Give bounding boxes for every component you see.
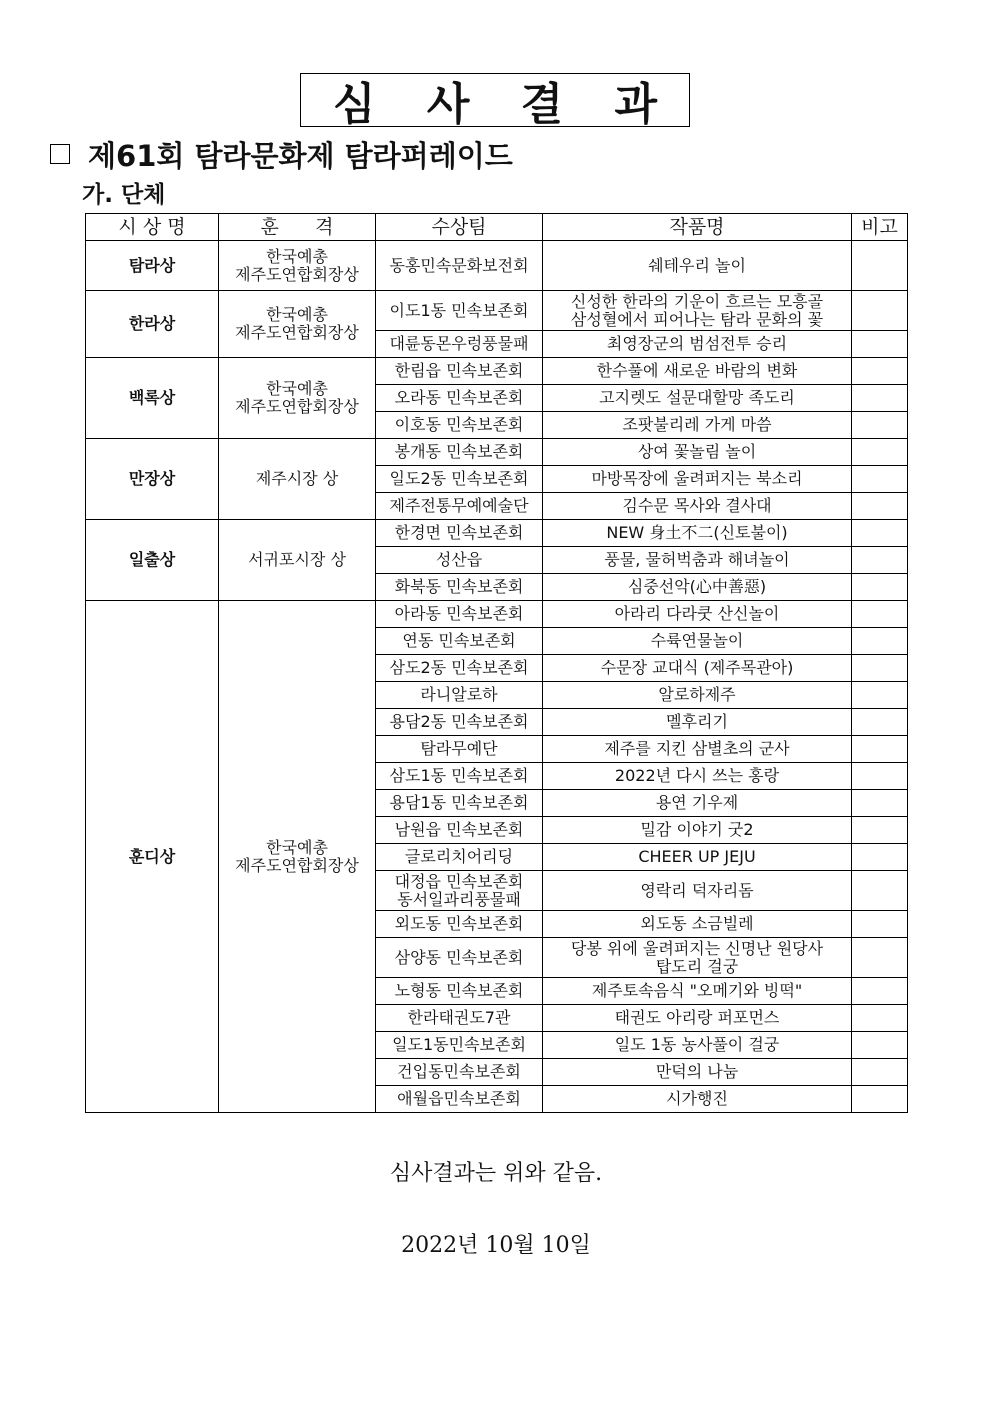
work-cell bbox=[543, 871, 852, 911]
work-cell bbox=[543, 628, 852, 655]
note-cell bbox=[852, 412, 908, 439]
work-cell bbox=[543, 331, 852, 358]
team-cell bbox=[376, 1005, 543, 1032]
team-cell bbox=[376, 574, 543, 601]
note-cell bbox=[852, 978, 908, 1005]
cell-line: 제주전통무예예술단 bbox=[389, 496, 529, 515]
work-cell bbox=[543, 817, 852, 844]
team-cell bbox=[376, 628, 543, 655]
note-cell bbox=[852, 871, 908, 911]
note-cell bbox=[852, 790, 908, 817]
team-cell bbox=[376, 466, 543, 493]
cell-line: 글로리치어리딩 bbox=[404, 847, 514, 866]
team-cell bbox=[376, 601, 543, 628]
team-cell bbox=[376, 412, 543, 439]
note-cell bbox=[852, 844, 908, 871]
work-cell bbox=[543, 1005, 852, 1032]
team-cell bbox=[376, 978, 543, 1005]
cell-line: 탐라무예단 bbox=[420, 739, 498, 758]
note-cell bbox=[852, 601, 908, 628]
section-heading bbox=[50, 134, 513, 174]
note-cell bbox=[852, 241, 908, 291]
table-body bbox=[86, 241, 908, 1113]
cell-line: 한국예총 bbox=[266, 305, 328, 324]
work-cell bbox=[543, 736, 852, 763]
team-cell bbox=[376, 682, 543, 709]
note-cell bbox=[852, 655, 908, 682]
team-cell bbox=[376, 844, 543, 871]
cell-line: 영락리 덕자리돔 bbox=[640, 880, 754, 900]
table-row bbox=[86, 241, 908, 291]
team-cell bbox=[376, 493, 543, 520]
cell-line: 김수문 목사와 결사대 bbox=[622, 496, 772, 515]
team-cell bbox=[376, 817, 543, 844]
note-cell bbox=[852, 817, 908, 844]
note-cell bbox=[852, 291, 908, 331]
cell-line: 만덕의 나눔 bbox=[655, 1062, 739, 1081]
team-cell bbox=[376, 655, 543, 682]
cell-line: 한국예총 bbox=[266, 379, 328, 398]
cell-line: 용담1동 민속보존회 bbox=[389, 793, 529, 812]
cell-line: 삼양동 민속보존회 bbox=[394, 947, 524, 967]
note-cell bbox=[852, 493, 908, 520]
cell-line: 태권도 아리랑 퍼포먼스 bbox=[614, 1008, 780, 1027]
note-cell bbox=[852, 628, 908, 655]
cell-line: 밀감 이야기 굿2 bbox=[640, 820, 754, 839]
cell-line: 서귀포시장 상 bbox=[248, 550, 346, 569]
cell-line: 라니알로하 bbox=[420, 685, 498, 704]
cell-line: 신성한 한라의 기운이 흐르는 모흥골 bbox=[570, 291, 824, 311]
cell-line: 쉐테우리 놀이 bbox=[648, 255, 746, 275]
note-cell bbox=[852, 358, 908, 385]
cell-line: 마방목장에 울려퍼지는 북소리 bbox=[591, 469, 803, 488]
cell-line: 외도동 민속보존회 bbox=[394, 914, 524, 933]
work-cell bbox=[543, 466, 852, 493]
header-honor: 훈 격 bbox=[219, 214, 376, 241]
note-cell bbox=[852, 520, 908, 547]
team-cell bbox=[376, 911, 543, 938]
work-cell bbox=[543, 709, 852, 736]
header-work: 작품명 bbox=[543, 214, 852, 241]
cell-line: 상여 꽃놀림 놀이 bbox=[637, 442, 757, 461]
work-cell bbox=[543, 844, 852, 871]
team-cell bbox=[376, 871, 543, 911]
cell-line: 건입동민속보존회 bbox=[397, 1062, 521, 1081]
cell-line: 오라동 민속보존회 bbox=[394, 388, 524, 407]
subsection-heading: 가. 단체 bbox=[82, 182, 166, 208]
team-cell bbox=[376, 358, 543, 385]
cell-line: 제주도연합회장상 bbox=[235, 264, 359, 284]
note-cell bbox=[852, 1086, 908, 1113]
note-cell bbox=[852, 331, 908, 358]
note-cell bbox=[852, 1005, 908, 1032]
cell-line: 시가행진 bbox=[666, 1089, 728, 1108]
cell-line: 이호동 민속보존회 bbox=[394, 415, 524, 434]
work-cell bbox=[543, 978, 852, 1005]
cell-line: 동홍민속문화보전회 bbox=[389, 255, 529, 275]
cell-line: 한국예총 bbox=[266, 246, 328, 266]
team-cell bbox=[376, 938, 543, 978]
cell-line: 제주시장 상 bbox=[255, 469, 339, 488]
work-cell bbox=[543, 601, 852, 628]
cell-line: CHEER UP JEJU bbox=[638, 847, 756, 866]
work-cell bbox=[543, 1086, 852, 1113]
cell-line: 심중선악(心中善惡) bbox=[627, 577, 767, 596]
work-cell bbox=[543, 763, 852, 790]
table-row bbox=[86, 439, 908, 466]
work-cell bbox=[543, 911, 852, 938]
note-cell bbox=[852, 574, 908, 601]
team-cell bbox=[376, 291, 543, 331]
note-cell bbox=[852, 709, 908, 736]
team-cell bbox=[376, 736, 543, 763]
cell-line: 수륙연물놀이 bbox=[650, 631, 744, 650]
note-cell bbox=[852, 911, 908, 938]
honor-cell bbox=[219, 241, 376, 291]
note-cell bbox=[852, 547, 908, 574]
cell-line: 대륜동몬우렁풍물패 bbox=[389, 334, 529, 353]
cell-line: 한수풀에 새로운 바람의 변화 bbox=[596, 361, 798, 380]
cell-line: NEW 身土不二(신토불이) bbox=[606, 523, 788, 542]
award-name-cell: 일출상 bbox=[86, 520, 219, 601]
award-name-cell: 훈디상 bbox=[86, 601, 219, 1113]
result-date: 2022년 10월 10일 bbox=[401, 1233, 591, 1258]
result-statement: 심사결과는 위와 같음. bbox=[389, 1161, 603, 1186]
honor-cell bbox=[219, 601, 376, 1113]
cell-line: 삼성혈에서 피어나는 탐라 문화의 꽃 bbox=[570, 309, 824, 329]
team-cell bbox=[376, 1032, 543, 1059]
cell-line: 한경면 민속보존회 bbox=[394, 523, 524, 542]
cell-line: 용연 기우제 bbox=[655, 793, 739, 812]
results-table bbox=[85, 213, 908, 1113]
header-award: 시 상 명 bbox=[86, 214, 219, 241]
cell-line: 제주도연합회장상 bbox=[235, 397, 359, 416]
work-cell bbox=[543, 291, 852, 331]
header-note: 비고 bbox=[852, 214, 908, 241]
award-name-cell: 백록상 bbox=[86, 358, 219, 439]
team-cell bbox=[376, 547, 543, 574]
note-cell bbox=[852, 466, 908, 493]
cell-line: 봉개동 민속보존회 bbox=[394, 442, 524, 461]
work-cell bbox=[543, 682, 852, 709]
checkbox-icon bbox=[50, 144, 70, 164]
cell-line: 삼도2동 민속보존회 bbox=[389, 658, 529, 677]
note-cell bbox=[852, 938, 908, 978]
team-cell bbox=[376, 763, 543, 790]
honor-cell bbox=[219, 520, 376, 601]
work-cell bbox=[543, 439, 852, 466]
team-cell bbox=[376, 439, 543, 466]
table-row bbox=[86, 601, 908, 628]
cell-line: 일도2동 민속보존회 bbox=[389, 469, 529, 488]
work-cell bbox=[543, 655, 852, 682]
document-title: 심 사 결 과 bbox=[300, 73, 690, 127]
cell-line: 연동 민속보존회 bbox=[402, 631, 516, 650]
cell-line: 최영장군의 범섬전투 승리 bbox=[606, 334, 788, 353]
section-heading-text: 제61회 탐라문화제 탐라퍼레이드 bbox=[88, 138, 513, 173]
cell-line: 당봉 위에 울려퍼지는 신명난 원당사 bbox=[570, 938, 824, 958]
table-row bbox=[86, 358, 908, 385]
work-cell bbox=[543, 790, 852, 817]
team-cell bbox=[376, 331, 543, 358]
note-cell bbox=[852, 736, 908, 763]
cell-line: 일도1동민속보존회 bbox=[392, 1035, 526, 1054]
honor-cell bbox=[219, 291, 376, 358]
cell-line: 조팟불리레 가게 마씀 bbox=[622, 415, 772, 434]
work-cell bbox=[543, 493, 852, 520]
team-cell bbox=[376, 1086, 543, 1113]
cell-line: 풍물, 물허벅춤과 해녀놀이 bbox=[604, 550, 790, 569]
cell-line: 애월읍민속보존회 bbox=[397, 1089, 521, 1108]
work-cell bbox=[543, 547, 852, 574]
honor-cell bbox=[219, 358, 376, 439]
work-cell bbox=[543, 241, 852, 291]
cell-line: 고지렛도 설문대할망 족도리 bbox=[599, 388, 795, 407]
cell-line: 외도동 소금빌레 bbox=[640, 914, 754, 933]
note-cell bbox=[852, 385, 908, 412]
cell-line: 제주도연합회장상 bbox=[235, 323, 359, 342]
cell-line: 한국예총 bbox=[266, 837, 328, 857]
note-cell bbox=[852, 1032, 908, 1059]
cell-line: 남원읍 민속보존회 bbox=[394, 820, 524, 839]
cell-line: 일도 1동 농사풀이 걸궁 bbox=[614, 1035, 780, 1054]
note-cell bbox=[852, 682, 908, 709]
team-cell bbox=[376, 520, 543, 547]
cell-line: 2022년 다시 쓰는 홍랑 bbox=[614, 766, 780, 785]
work-cell bbox=[543, 574, 852, 601]
cell-line: 성산읍 bbox=[435, 550, 483, 569]
award-name-cell: 만장상 bbox=[86, 439, 219, 520]
award-name-cell: 한라상 bbox=[86, 291, 219, 358]
work-cell bbox=[543, 385, 852, 412]
table-row bbox=[86, 520, 908, 547]
work-cell bbox=[543, 938, 852, 978]
cell-line: 한림읍 민속보존회 bbox=[394, 361, 524, 380]
team-cell bbox=[376, 790, 543, 817]
team-cell bbox=[376, 1059, 543, 1086]
award-name-cell: 탐라상 bbox=[86, 241, 219, 291]
team-cell bbox=[376, 385, 543, 412]
cell-line: 동서일과리풍물패 bbox=[397, 889, 521, 909]
cell-line: 노형동 민속보존회 bbox=[394, 981, 524, 1000]
note-cell bbox=[852, 439, 908, 466]
cell-line: 이도1동 민속보존회 bbox=[389, 300, 529, 320]
cell-line: 알로하제주 bbox=[658, 685, 736, 704]
cell-line: 화북동 민속보존회 bbox=[394, 577, 524, 596]
cell-line: 제주토속음식 "오메기와 빙떡" bbox=[591, 981, 803, 1000]
cell-line: 삼도1동 민속보존회 bbox=[389, 766, 529, 785]
cell-line: 대정읍 민속보존회 bbox=[394, 871, 524, 891]
table-row bbox=[86, 291, 908, 331]
table-header-row bbox=[86, 214, 908, 241]
cell-line: 수문장 교대식 (제주목관아) bbox=[600, 658, 794, 677]
note-cell bbox=[852, 1059, 908, 1086]
honor-cell bbox=[219, 439, 376, 520]
cell-line: 탑도리 걸궁 bbox=[655, 956, 739, 976]
cell-line: 용담2동 민속보존회 bbox=[389, 712, 529, 731]
team-cell bbox=[376, 709, 543, 736]
cell-line: 아라동 민속보존회 bbox=[394, 604, 524, 623]
work-cell bbox=[543, 520, 852, 547]
work-cell bbox=[543, 412, 852, 439]
work-cell bbox=[543, 1032, 852, 1059]
work-cell bbox=[543, 1059, 852, 1086]
note-cell bbox=[852, 763, 908, 790]
cell-line: 제주도연합회장상 bbox=[235, 855, 359, 875]
cell-line: 제주를 지킨 삼별초의 군사 bbox=[604, 739, 790, 758]
team-cell bbox=[376, 241, 543, 291]
cell-line: 한라태권도7관 bbox=[407, 1008, 511, 1027]
header-team: 수상팀 bbox=[376, 214, 543, 241]
cell-line: 아라리 다라쿳 산신놀이 bbox=[614, 604, 780, 623]
work-cell bbox=[543, 358, 852, 385]
cell-line: 멜후리기 bbox=[666, 712, 728, 731]
